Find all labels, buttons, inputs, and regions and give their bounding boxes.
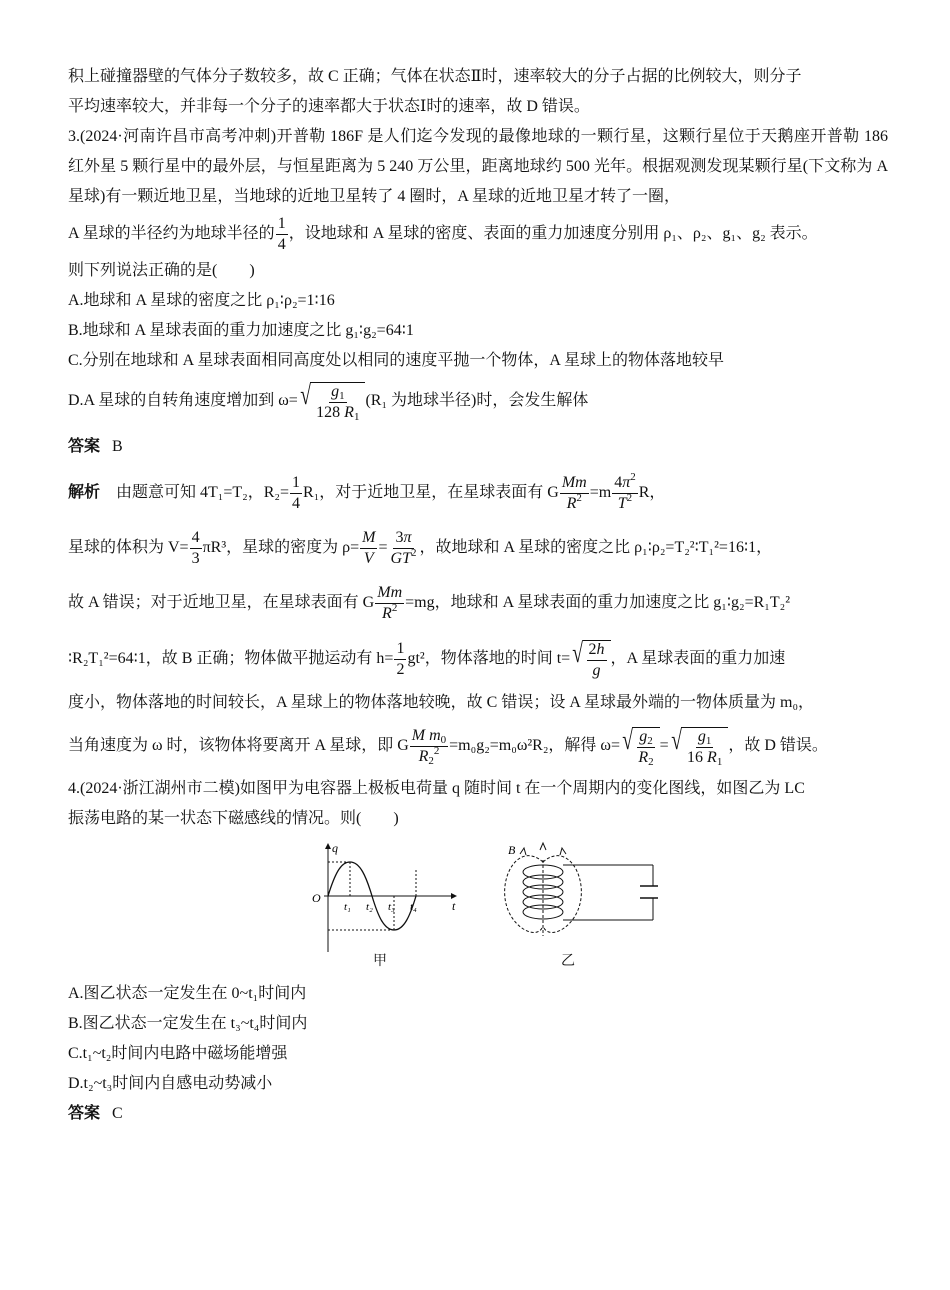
q3-analysis-line-1: 解析 由题意可知 4T₁=T₂，R₂= $\frac{1}{4}$ R₁，对于近地卫星，在星球表面有 G $\frac{Mm}{R^2}$ =m $\frac{4\pi^2}{T^2}$ R， bbox=[68, 470, 666, 512]
q3-question: 则下列说法正确的是( ) bbox=[68, 262, 255, 279]
label-origin: O bbox=[312, 891, 321, 905]
q3-analysis-line-6: 当角速度为 ω 时，该物体将要离开 A 星球，即 G $\frac{M m_0}{R_2^2}$ =m₀g₂=m₀ω²R₂，解得 ω= √ $\frac{g_2}{R_2}$ = √ $\frac{g_1}{16 R_1}$ ，故 D 错误。 bbox=[68, 724, 828, 768]
figure-yi-caption: 乙 bbox=[561, 954, 575, 969]
q3-option-d bbox=[68, 376, 888, 426]
q3-answer bbox=[68, 432, 888, 462]
q3-analysis-line-4: ∶R₂T₁²=64∶1，故 B 正确；物体做平抛运动有 h= $\frac{1}{2}$ gt²，物体落地的时间 t= √ $\frac{2h}{g}$ ，A 星球表面的重力加速 bbox=[68, 637, 786, 679]
analysis-text-3a: 故 A 错误；对于近地卫星，在星球表面有 G bbox=[68, 594, 375, 611]
answer-label: 答案 bbox=[68, 438, 101, 455]
analysis-text-4a: ∶R₂T₁²=64∶1，故 B 正确；物体做平抛运动有 h= bbox=[68, 650, 394, 667]
figure-jia-caption: 甲 bbox=[373, 954, 387, 969]
analysis-text-2b: πR³，星球的密度为 ρ= bbox=[202, 539, 360, 556]
sqrt-2h-g: √ $\frac{2h}{g}$ bbox=[570, 640, 610, 679]
answer-value: B bbox=[112, 438, 123, 455]
figure-yi-circuit bbox=[498, 840, 658, 958]
intro-line-2: 平均速率较大，并非每一个分子的速率都大于状态Ⅰ时的速率，故 D 错误。 bbox=[68, 98, 590, 115]
sqrt-g1-16R1: √ $\frac{g_1}{16 R_1}$ bbox=[669, 727, 729, 766]
q3-stem-radius bbox=[68, 212, 888, 256]
figure-jia-graph bbox=[306, 840, 466, 958]
sqrt-g1-128R1: √ $\frac{g_1}{128 R_1}$ bbox=[298, 382, 366, 421]
analysis-text-6a: 当角速度为 ω 时，该物体将要离开 A 星球，即 G bbox=[68, 737, 409, 754]
q4-figures bbox=[68, 840, 888, 975]
analysis-label: 解析 bbox=[68, 484, 101, 501]
q3-option-d-tail: (R₁ 为地球半径)时，会发生解体 bbox=[365, 392, 589, 409]
q3-stem-radius-text: A 星球的半径约为地球半径的 bbox=[68, 225, 275, 242]
q3-option-d-text: D.A 星球的自转角速度增加到 ω= bbox=[68, 392, 298, 409]
q4-option-c: C.t₁~t₂时间内电路中磁场能增强 bbox=[68, 1045, 288, 1062]
q3-analysis-line-5: 度小，物体落地的时间较长，A 星球上的物体落地较晚，故 C 错误；设 A 星球最外端的一物体质量为 m₀， bbox=[68, 694, 815, 711]
analysis-text-2d: ，故地球和 A 星球的密度之比 ρ₁∶ρ₂=T₂²∶T₁²=16∶1， bbox=[419, 539, 773, 556]
label-t2: t₂ bbox=[366, 901, 373, 913]
q3-analysis-line-2: 星球的体积为 V= $\frac{4}{3}$ πR³，星球的密度为 ρ= $\frac{M}{V}$ = $\frac{3\pi}{GT^2}$ ，故地球和 A 星球的密度之比 ρ₁∶ρ₂=T₂²∶T₁²=16∶1， bbox=[68, 528, 773, 567]
analysis-text-4c: ，A 星球表面的重力加速 bbox=[610, 650, 786, 667]
q4-option-a: A.图乙状态一定发生在 0~t₁时间内 bbox=[68, 985, 307, 1002]
label-t1: t₁ bbox=[344, 901, 351, 913]
q3-option-a: A.地球和 A 星球的密度之比 ρ₁∶ρ₂=1∶16 bbox=[68, 292, 335, 309]
q3-stem-symbols: ，设地球和 A 星球的密度、表面的重力加速度分别用 ρ₁、ρ₂、g₁、g₂ 表示。 bbox=[288, 225, 818, 242]
analysis-text-6d: ，故 D 错误。 bbox=[728, 737, 828, 754]
analysis-text-1d: R， bbox=[638, 484, 666, 501]
analysis-text-1c: =m bbox=[589, 484, 612, 501]
q4-answer bbox=[68, 1099, 888, 1129]
intro-line-1: 积上碰撞器壁的气体分子数较多，故 C 正确；气体在状态Ⅱ时，速率较大的分子占据的比例较大，则分子 bbox=[68, 68, 802, 85]
analysis-text-2c: = bbox=[378, 539, 388, 556]
q4-option-b: B.图乙状态一定发生在 t₃~t₄时间内 bbox=[68, 1015, 308, 1032]
analysis-text-1a: 由题意可知 4T₁=T₂，R₂= bbox=[116, 484, 290, 501]
document-page bbox=[68, 62, 888, 1129]
analysis-text-6b: =m₀g₂=m₀ω²R₂，解得 ω= bbox=[449, 737, 620, 754]
q3-stem: 3.(2024·河南许昌市高考冲刺)开普勒 186F 是人们迄今发现的最像地球的一颗行星，这颗行星位于天鹅座开普勒 186 红外星 5 颗行星中的最外层，与恒星距离为 5 240 万公里，距离地球约 500 光年。根据观测发现某颗行星(下文称为 A 星球)有一颗近地卫星，当地球的近地卫星转了 4 圈时，A 星球的近地卫星才转了一圈， bbox=[68, 128, 888, 205]
analysis-text-2a: 星球的体积为 V= bbox=[68, 539, 189, 556]
q4-stem-1: 4.(2024·浙江湖州市二模)如图甲为电容器上极板电荷量 q 随时间 t 在一个周期内的变化图线，如图乙为 LC bbox=[68, 780, 805, 797]
analysis-text-3b: =mg，地球和 A 星球表面的重力加速度之比 g₁∶g₂=R₁T₂² bbox=[405, 594, 791, 611]
analysis-text-6c: = bbox=[659, 737, 669, 754]
analysis-text-4b: gt²，物体落地的时间 t= bbox=[407, 650, 571, 667]
label-t: t bbox=[452, 899, 456, 913]
sqrt-g2-R2: √ $\frac{g_2}{R_2}$ bbox=[620, 727, 660, 766]
q4-option-d: D.t₂~t₃时间内自感电动势减小 bbox=[68, 1075, 273, 1092]
q3-option-c: C.分别在地球和 A 星球表面相同高度处以相同的速度平抛一个物体，A 星球上的物体落地较早 bbox=[68, 352, 725, 369]
q3-analysis-line-3: 故 A 错误；对于近地卫星，在星球表面有 G $\frac{Mm}{R^2}$ =mg，地球和 A 星球表面的重力加速度之比 g₁∶g₂=R₁T₂² bbox=[68, 583, 791, 622]
analysis-text-1b: R₁，对于近地卫星，在星球表面有 G bbox=[303, 484, 559, 501]
label-t3: t₃ bbox=[388, 901, 395, 913]
fraction-one-quarter: $\frac{1}{4}$ bbox=[277, 214, 286, 253]
q3-option-b: B.地球和 A 星球表面的重力加速度之比 g₁∶g₂=64∶1 bbox=[68, 322, 414, 339]
answer-value: C bbox=[112, 1105, 123, 1122]
label-B: B bbox=[508, 843, 516, 857]
label-t4: t₄ bbox=[410, 901, 417, 913]
q4-stem-2: 振荡电路的某一状态下磁感线的情况。则( ) bbox=[68, 810, 399, 827]
answer-label: 答案 bbox=[68, 1105, 101, 1122]
label-q: q bbox=[332, 841, 338, 855]
